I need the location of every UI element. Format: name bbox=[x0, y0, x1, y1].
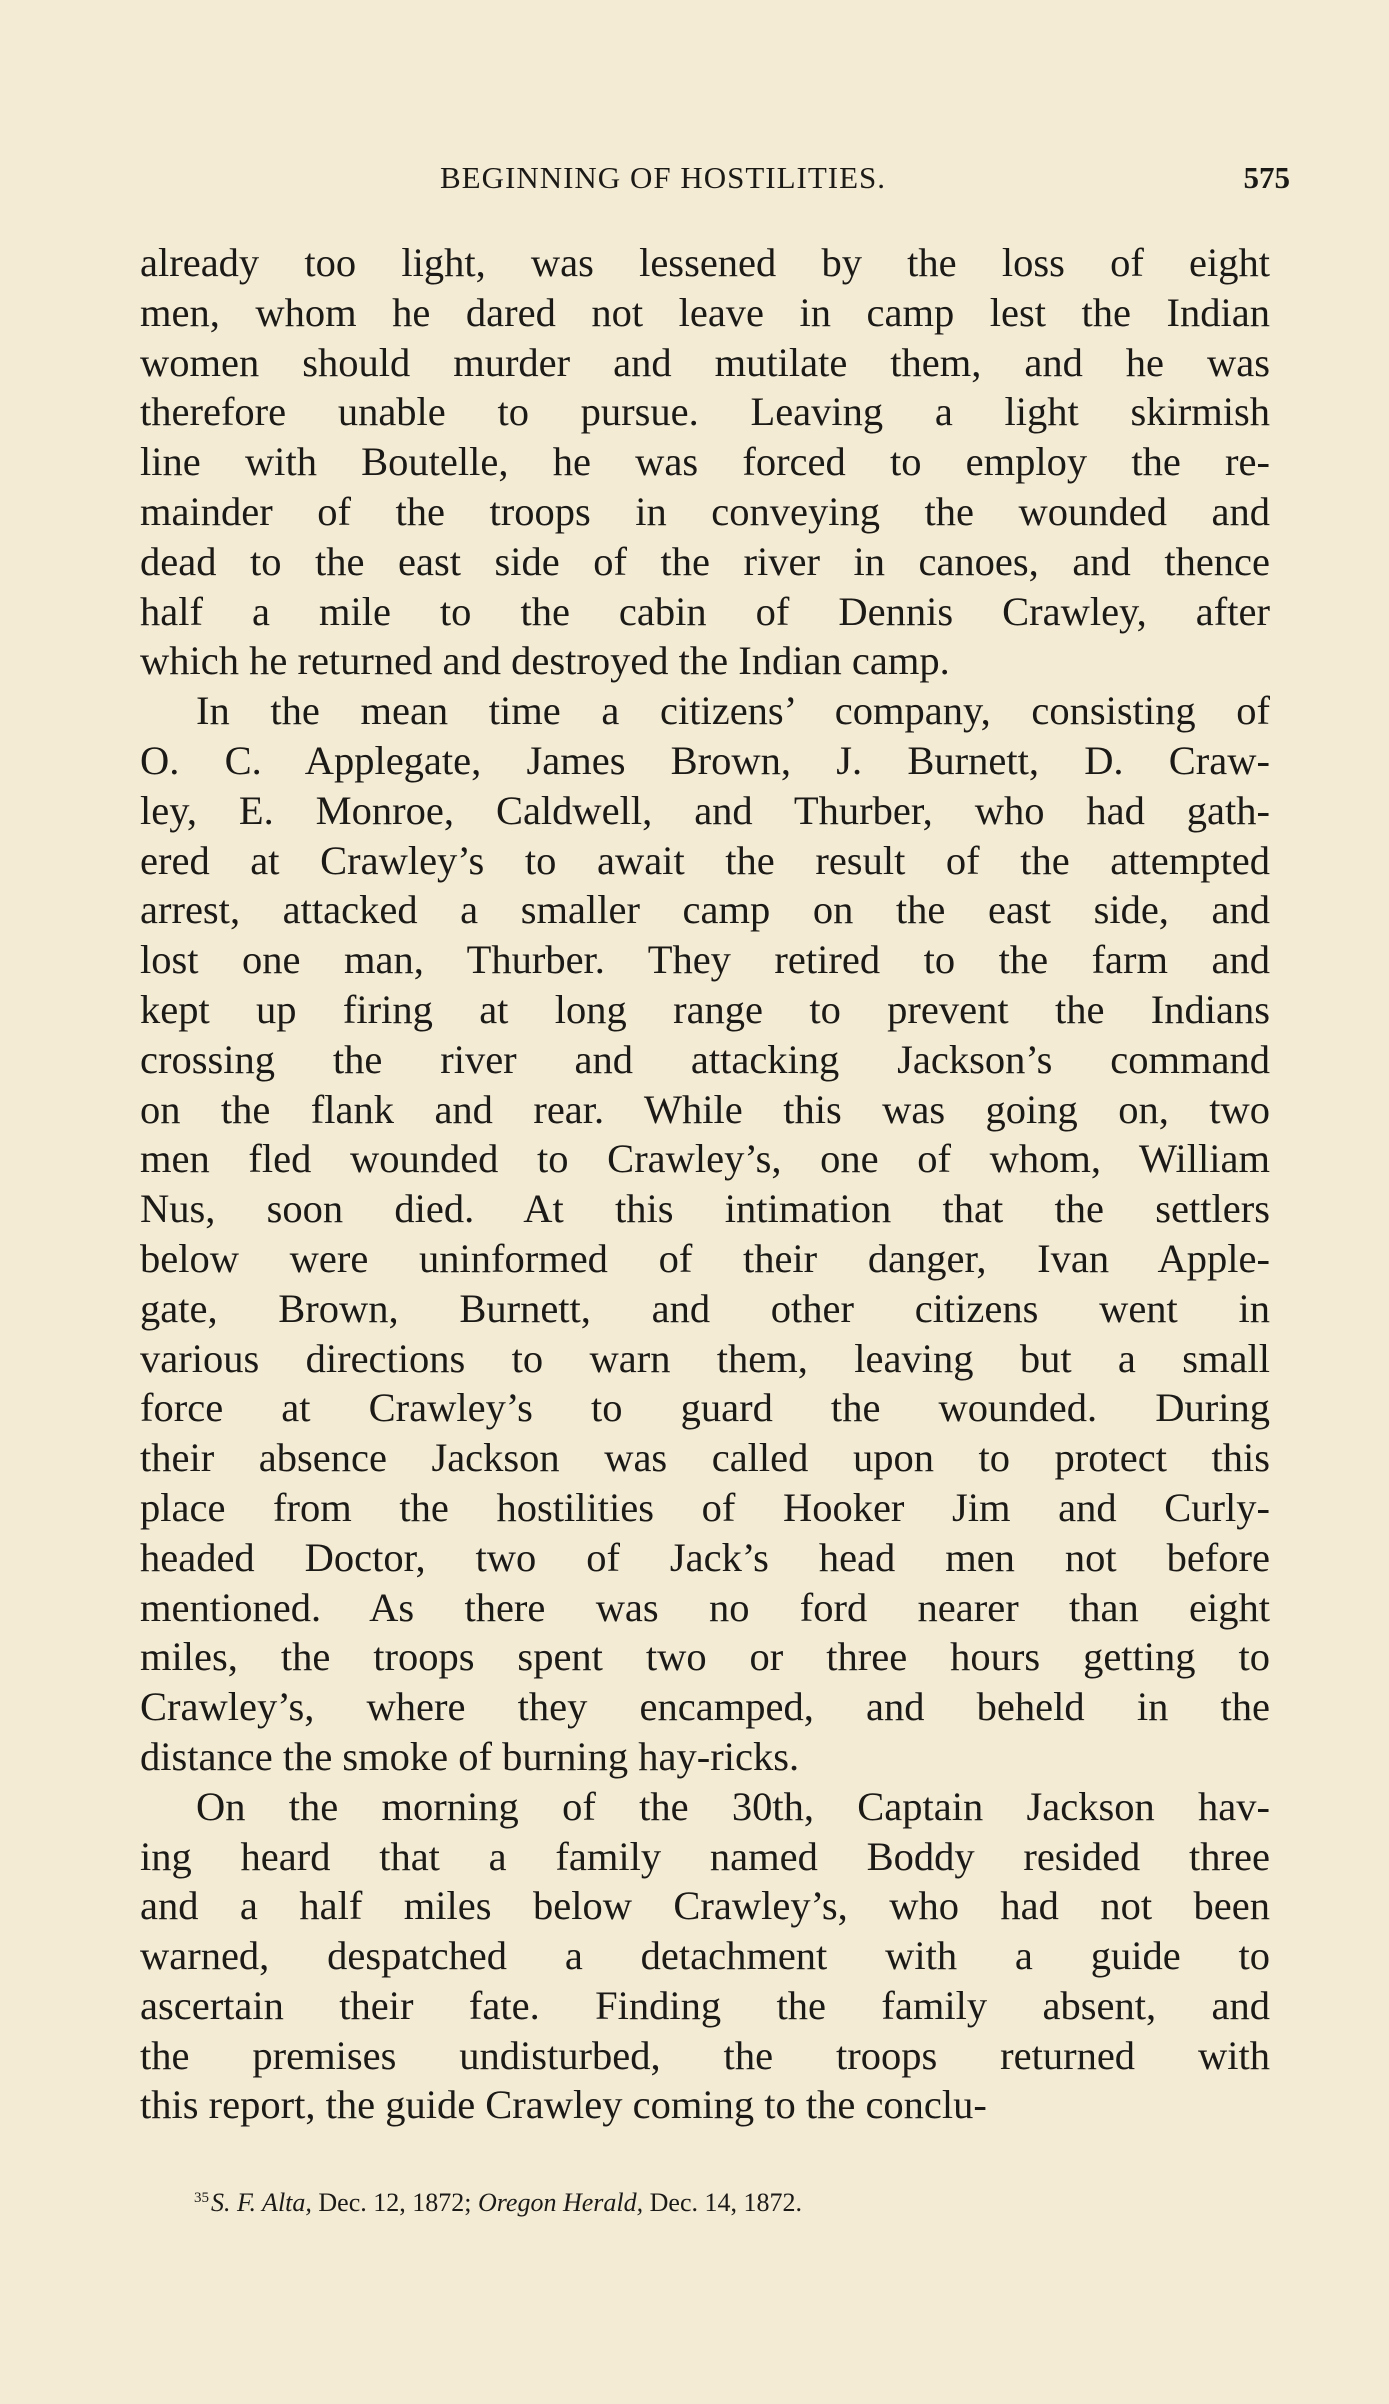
text-line: Nus, soon died. At this intimation that the settlers bbox=[140, 1186, 1270, 1232]
paragraph bbox=[140, 686, 1270, 1782]
text-line: already too light, was lessened by the loss of eight bbox=[140, 240, 1270, 285]
text-line: crossing the river and attacking Jackson’s command bbox=[140, 1036, 1270, 1082]
footnote-date-alta: Dec. 12, 1872; bbox=[311, 2188, 478, 2217]
running-head-title: BEGINNING OF HOSTILITIES. bbox=[440, 160, 887, 195]
footnote bbox=[194, 2188, 802, 2218]
body-text bbox=[140, 238, 1270, 2130]
paragraph bbox=[140, 238, 1270, 686]
text-line: Crawley’s, where they encamped, and beheld in the bbox=[140, 1684, 1270, 1730]
text-line: which he returned and destroyed the Indian camp. bbox=[140, 638, 950, 684]
text-line: distance the smoke of burning hay-ricks. bbox=[140, 1733, 800, 1779]
text-line: women should murder and mutilate them, and he was bbox=[140, 339, 1270, 385]
footnote-source-herald: Oregon Herald, bbox=[477, 2188, 644, 2217]
text-line: the premises undisturbed, the troops returned with bbox=[140, 2032, 1270, 2078]
text-line: line with Boutelle, he was forced to employ the re- bbox=[140, 439, 1270, 485]
text-line: place from the hostilities of Hooker Jim and Curly- bbox=[140, 1484, 1270, 1530]
text-line: ered at Crawley’s to await the result of the attempted bbox=[140, 837, 1270, 883]
text-line: ascertain their fate. Finding the family absent, and bbox=[140, 1982, 1270, 2028]
text-line: arrest, attacked a smaller camp on the east side, and bbox=[140, 887, 1270, 933]
text-line: below were uninformed of their danger, Ivan Apple- bbox=[140, 1235, 1270, 1281]
text-line: their absence Jackson was called upon to protect this bbox=[140, 1435, 1270, 1481]
text-line: miles, the troops spent two or three hours getting to bbox=[140, 1634, 1270, 1680]
text-line: mainder of the troops in conveying the wounded and bbox=[140, 488, 1270, 534]
text-line: In the mean time a citizens’ company, consisting of bbox=[196, 688, 1270, 734]
text-line: headed Doctor, two of Jack’s head men not before bbox=[140, 1534, 1270, 1580]
paragraph bbox=[140, 1782, 1270, 2131]
page-number: 575 bbox=[1243, 160, 1290, 195]
text-line: various directions to warn them, leaving but a small bbox=[140, 1335, 1270, 1381]
running-head bbox=[140, 160, 1290, 200]
text-line: half a mile to the cabin of Dennis Crawley, after bbox=[140, 588, 1270, 634]
footnote-source-alta: S. F. Alta, bbox=[211, 2188, 312, 2217]
text-line: this report, the guide Crawley coming to the conclu- bbox=[140, 2082, 987, 2128]
text-line: On the morning of the 30th, Captain Jackson hav- bbox=[196, 1783, 1270, 1829]
text-line: ley, E. Monroe, Caldwell, and Thurber, who had gath- bbox=[140, 787, 1270, 833]
text-line: warned, despatched a detachment with a guide to bbox=[140, 1933, 1270, 1979]
text-line: on the flank and rear. While this was going on, two bbox=[140, 1086, 1270, 1132]
text-line: O. C. Applegate, James Brown, J. Burnett, D. Craw- bbox=[140, 737, 1270, 783]
text-line: ing heard that a family named Boddy resided three bbox=[140, 1833, 1270, 1879]
text-line: lost one man, Thurber. They retired to the farm and bbox=[140, 937, 1270, 983]
text-line: dead to the east side of the river in canoes, and thence bbox=[140, 538, 1270, 584]
text-line: force at Crawley’s to guard the wounded. During bbox=[140, 1385, 1270, 1431]
text-line: kept up firing at long range to prevent the Indians bbox=[140, 986, 1270, 1032]
text-line: gate, Brown, Burnett, and other citizens went in bbox=[140, 1285, 1270, 1331]
text-line: men fled wounded to Crawley’s, one of whom, William bbox=[140, 1136, 1270, 1182]
footnote-mark: 35 bbox=[194, 2190, 209, 2206]
footnote-date-herald: Dec. 14, 1872. bbox=[643, 2188, 802, 2217]
text-line: and a half miles below Crawley’s, who had not been bbox=[140, 1883, 1270, 1929]
text-line: men, whom he dared not leave in camp lest the Indian bbox=[140, 289, 1270, 335]
text-line: therefore unable to pursue. Leaving a light skirmish bbox=[140, 389, 1270, 435]
text-line: mentioned. As there was no ford nearer than eight bbox=[140, 1584, 1270, 1630]
